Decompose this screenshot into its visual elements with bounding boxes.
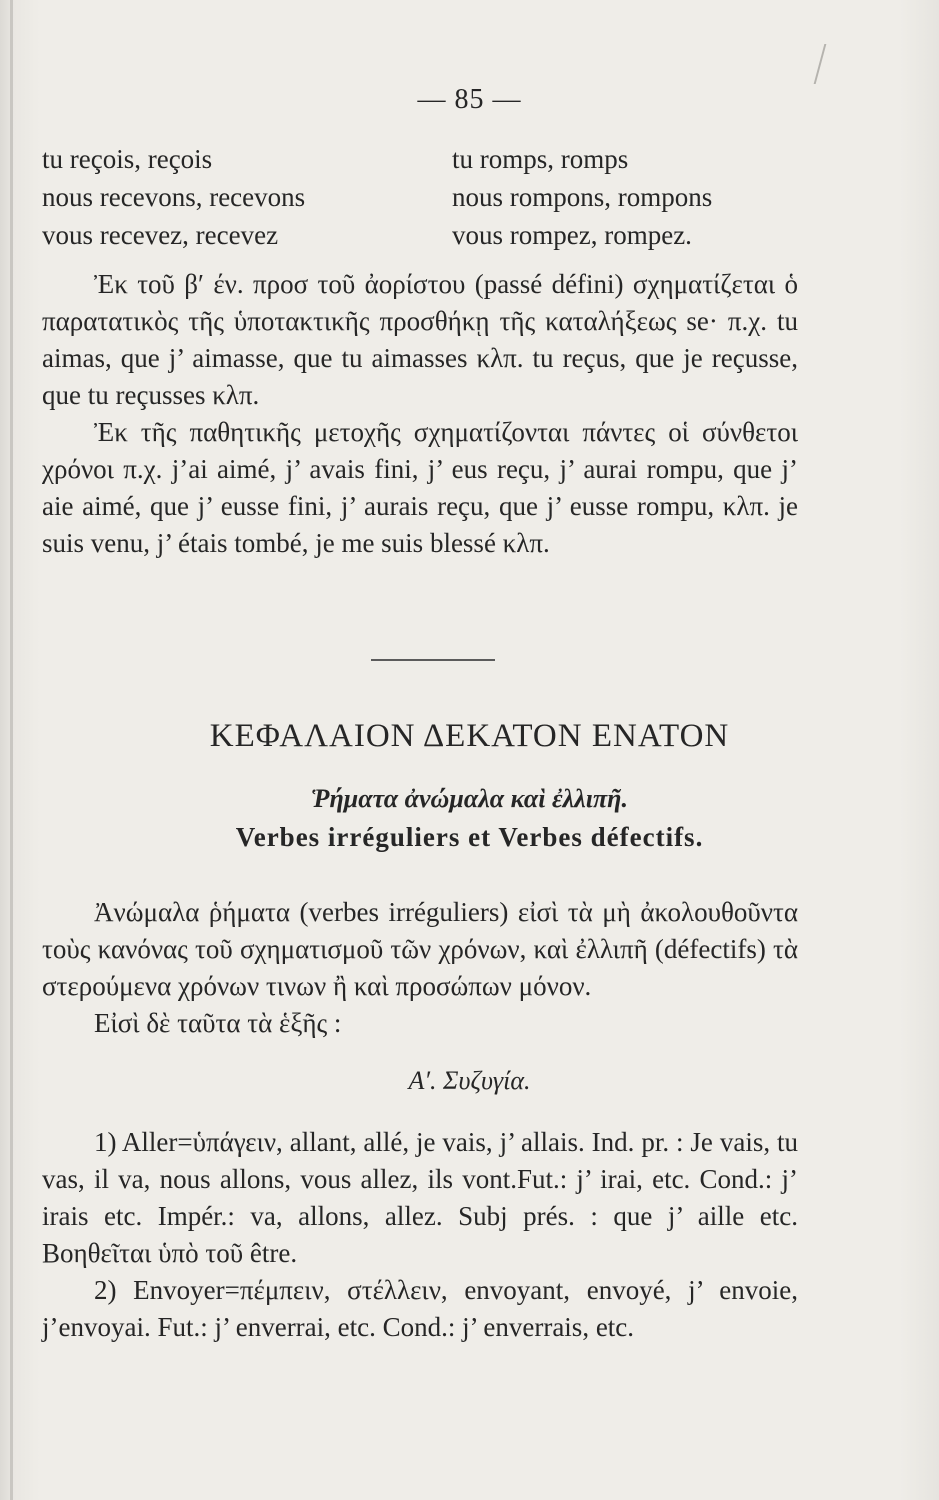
- paragraph-definition: Ἀνώμαλα ῥήματα (verbes irréguliers) εἰσὶ τὰ μὴ ἀκολουθοῦντα τοὺς κανόνας τοῦ σχηματισμοῦ τῶν χρόνων, καὶ ἐλλιπῆ (défectifs) τὰ στερούμενα χρόνων τινων ἢ καὶ προσώπων μόνον.: [42, 897, 798, 1001]
- conjugation-line: tu romps, romps: [452, 144, 629, 174]
- conjugation-line: tu reçois, reçois: [42, 144, 213, 174]
- paragraph-compound-tenses: Ἐκ τῆς παθητικῆς μετοχῆς σχηματίζονται πάντες οἱ σύνθετοι χρόνοι π.χ. j’ai aimé, j’ avais fini, j’ eus reçu, j’ aurai rompu, que j’ aie aimé, que j’ eusse fini, j’ aurais reçu, que j’ eusse rompu, κλπ. je suis venu, j’ étais tombé, je me suis blessé κλπ.: [42, 417, 798, 558]
- page-number: — 85 —: [417, 84, 522, 115]
- section-divider: [371, 659, 495, 661]
- chapter-title: ΚΕΦΑΛΑΙΟΝ ΔΕΚΑΤΟΝ ΕΝΑΤΟΝ: [209, 718, 730, 754]
- verb-entry-aller: 1) Aller=ὑπάγειν, allant, allé, je vais, j’ allais. Ind. pr. : Je vais, tu vas, il va, nous allons, vous allez, ils vont.Fut.: j’ irai, etc. Cond.: j’ irais etc. Impér.: va, allons, allez. Subj prés. : que j’ aille etc. Βοηθεῖται ὑπὸ τοῦ être.: [42, 1127, 798, 1268]
- conjugation-recevoir: [42, 140, 305, 254]
- conjugation-line: vous recevez, recevez: [42, 220, 279, 250]
- text-block-aorist: [42, 266, 798, 562]
- conjugation-line: vous rompez, rompez.: [452, 220, 692, 250]
- conjugation-line: nous recevons, recevons: [42, 182, 306, 212]
- pencil-mark: [802, 44, 827, 84]
- conjugation-line: nous rompons, rompons: [452, 182, 713, 212]
- conjugation-heading: Α′. Συζυγία.: [408, 1066, 531, 1095]
- conjugation-rompre: [452, 140, 712, 254]
- paragraph-list-intro: Εἰσὶ δὲ ταῦτα τὰ ἑξῆς :: [94, 1008, 342, 1038]
- text-block-verbs: [42, 1124, 798, 1346]
- paragraph-aorist: Ἐκ τοῦ β′ έν. προσ τοῦ ἀορίστου (passé défini) σχηματίζεται ὁ παρατατικὸς τῆς ὑποτακτικῆς προσθήκῃ τῆς καταλήξεως se· π.χ. tu aimas, que j’ aimasse, que tu aimasses κλπ. tu reçus, que je reçusse, que tu reçusses κλπ.: [42, 269, 798, 410]
- text-block-intro: [42, 894, 798, 1042]
- chapter-subtitle-french: Verbes irréguliers et Verbes défectifs.: [235, 822, 704, 852]
- verb-entry-envoyer: 2) Envoyer=πέμπειν, στέλλειν, envoyant, envoyé, j’ envoie, j’envoyai. Fut.: j’ enverrai, etc. Cond.: j’ enverrais, etc.: [42, 1275, 798, 1342]
- chapter-subtitle-greek: Ῥήματα ἀνώμαλα καὶ ἐλλιπῆ.: [311, 784, 628, 813]
